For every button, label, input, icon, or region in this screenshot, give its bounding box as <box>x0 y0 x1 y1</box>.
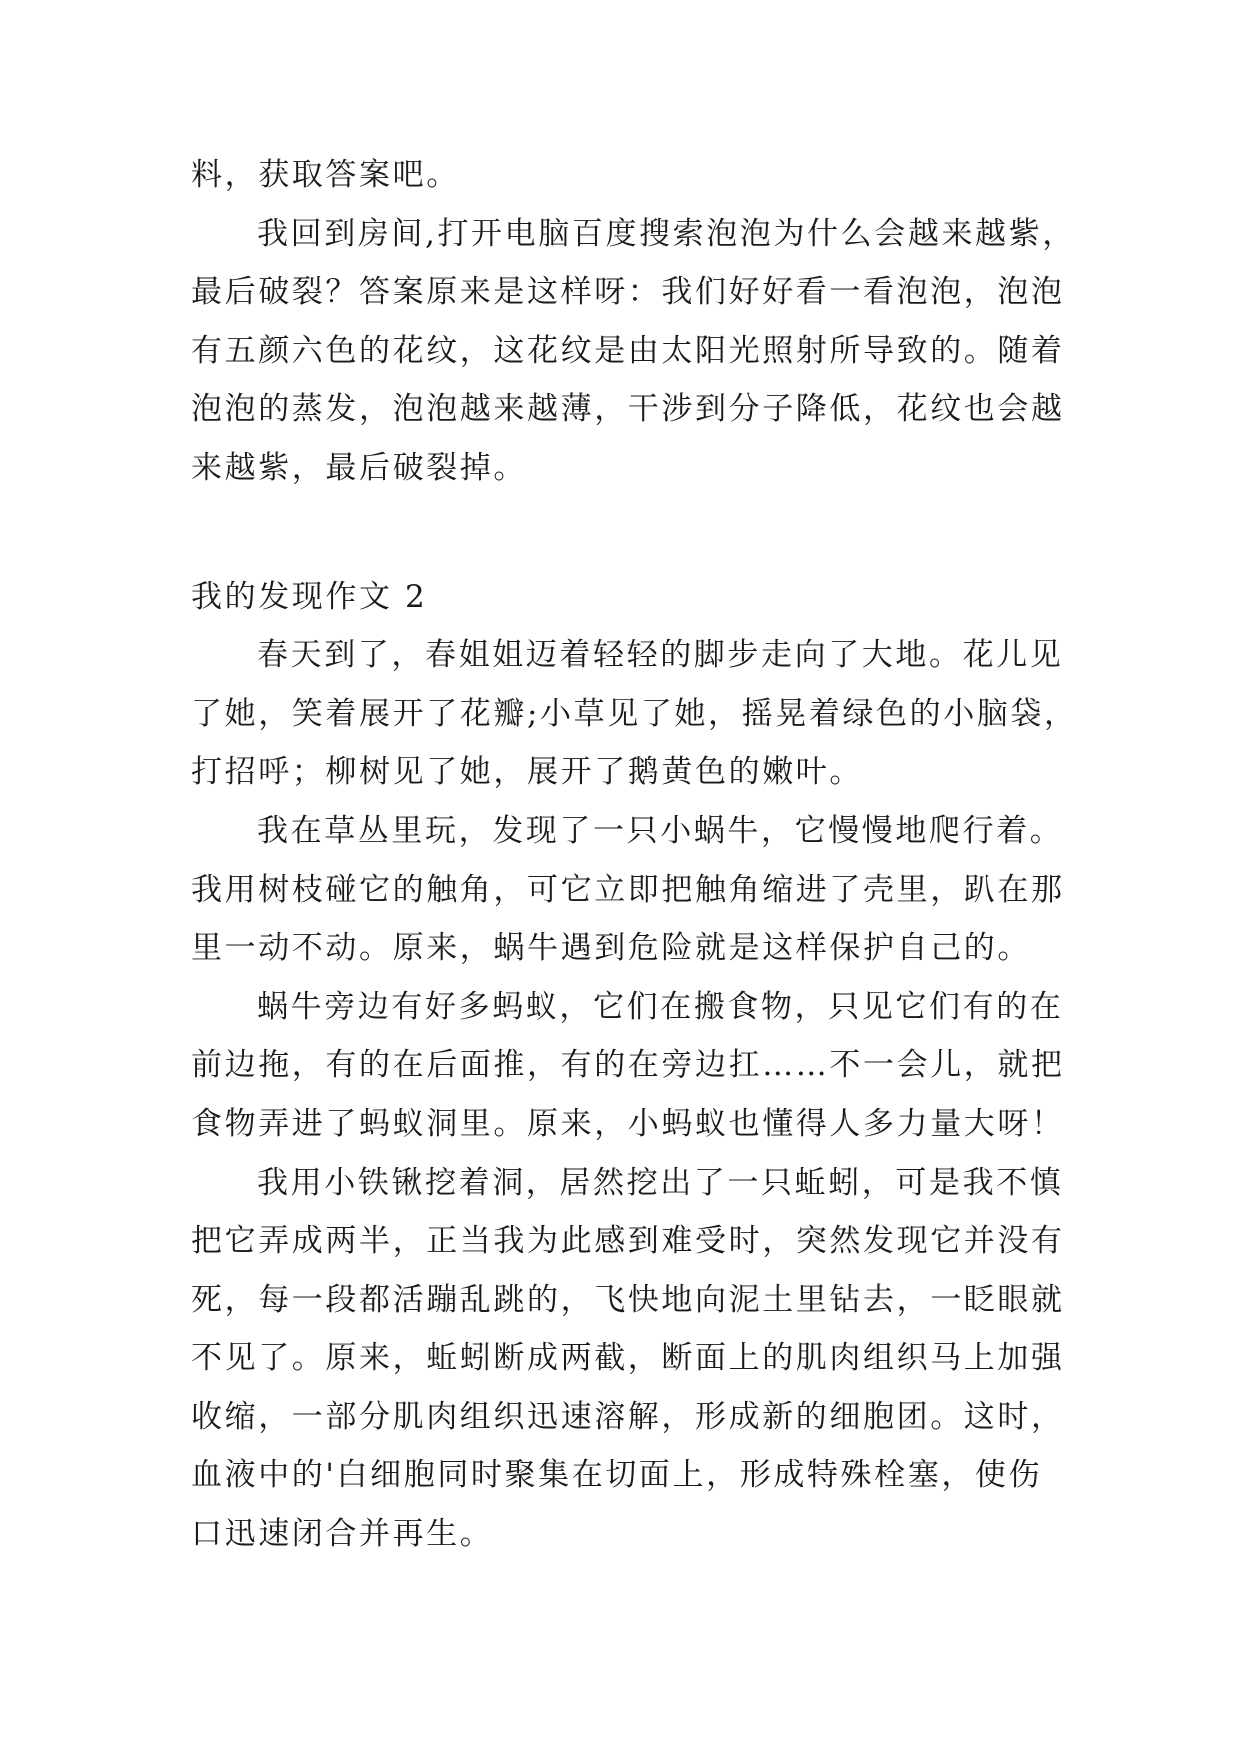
paragraph-line: 我回到房间,打开电脑百度搜索泡泡为什么会越来越紫， <box>257 215 1076 252</box>
paragraph-line: 了她，笑着展开了花瓣;小草见了她，摇晃着绿色的小脑袋， <box>191 695 1078 732</box>
paragraph-line: 有五颜六色的花纹，这花纹是由太阳光照射所导致的。随着 <box>191 332 1065 369</box>
paragraph-line: 不见了。原来，蚯蚓断成两截，断面上的肌肉组织马上加强 <box>191 1340 1065 1377</box>
paragraph-line: 前边拖，有的在后面推，有的在旁边扛……不一会儿，就把 <box>191 1047 1065 1084</box>
paragraph-line: 口迅速闭合并再生。 <box>191 1516 494 1553</box>
paragraph-line: 我用小铁锹挖着洞，居然挖出了一只蚯蚓，可是我不慎 <box>257 1164 1064 1201</box>
paragraph-line: 打招呼；柳树见了她，展开了鹅黄色的嫩叶。 <box>191 754 863 791</box>
section-gap <box>191 498 1071 568</box>
paragraph-line: 血液中的'白细胞同时聚集在切面上，形成特殊栓塞，使伤 <box>191 1457 1043 1494</box>
paragraph-line: 最后破裂？答案原来是这样呀：我们好好看一看泡泡，泡泡 <box>191 274 1065 311</box>
paragraph-line: 里一动不动。原来，蜗牛遇到危险就是这样保护自己的。 <box>191 930 1031 967</box>
paragraph-line: 把它弄成两半，正当我为此感到难受时，突然发现它并没有 <box>191 1223 1065 1260</box>
paragraph-line: 收缩，一部分肌肉组织迅速溶解，形成新的细胞团。这时， <box>191 1398 1065 1435</box>
paragraph-line: 春天到了，春姐姐迈着轻轻的脚步走向了大地。花儿见 <box>257 637 1064 674</box>
paragraph-line: 蜗牛旁边有好多蚂蚁，它们在搬食物，只见它们有的在 <box>257 988 1064 1025</box>
document-page <box>191 146 1078 1564</box>
paragraph-line: 我在草丛里玩，发现了一只小蜗牛，它慢慢地爬行着。 <box>257 812 1064 849</box>
paragraph-line: 料，获取答案吧。 <box>191 157 460 193</box>
paragraph-line: 我用树枝碰它的触角，可它立即把触角缩进了壳里，趴在那 <box>191 871 1065 908</box>
paragraph-line: 食物弄进了蚂蚁洞里。原来，小蚂蚁也懂得人多力量大呀！ <box>191 1105 1065 1142</box>
section-heading: 我的发现作文 2 <box>191 578 428 615</box>
paragraph-line: 来越紫，最后破裂掉。 <box>191 449 527 486</box>
paragraph-line: 死，每一段都活蹦乱跳的，飞快地向泥土里钻去，一眨眼就 <box>191 1281 1065 1318</box>
paragraph-line: 泡泡的蒸发，泡泡越来越薄，干涉到分子降低，花纹也会越 <box>191 391 1065 428</box>
